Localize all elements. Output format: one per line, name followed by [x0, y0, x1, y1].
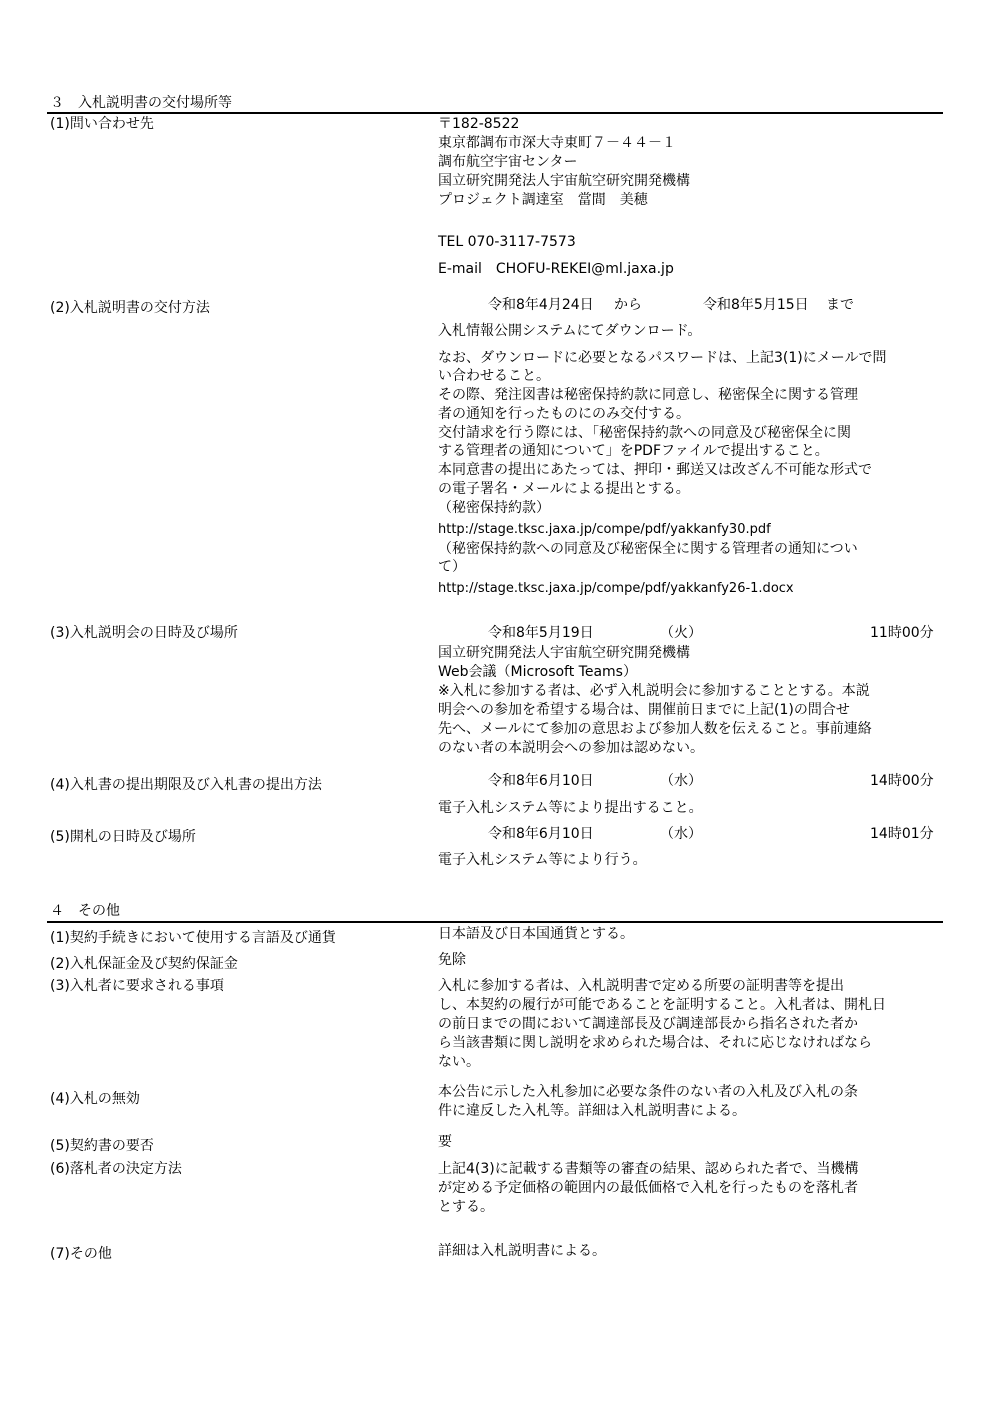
section-4-heading: ４ その他	[50, 903, 120, 919]
submission-method: 電子入札システム等により提出すること。	[438, 800, 703, 816]
requirements-line: の前日までの間において調達部長及び調達部長から指名された者か	[438, 1016, 858, 1032]
deposit-value: 免除	[438, 952, 466, 968]
briefing-note-line: 先へ、メールにて参加の意思および参加人数を伝えること。事前連絡	[438, 721, 872, 737]
nda-url-link[interactable]: http://stage.tksc.jaxa.jp/compe/pdf/yakkanfy30.pdf	[438, 522, 771, 537]
opening-method: 電子入札システム等により行う。	[438, 852, 647, 868]
requirements-line: ら当該書類に関し説明を求められた場合は、それに応じなければなら	[438, 1035, 872, 1051]
submission-weekday: （水）	[660, 773, 702, 789]
other-value: 詳細は入札説明書による。	[438, 1243, 606, 1259]
opening-label: (5)開札の日時及び場所	[50, 829, 196, 845]
briefing-org: 国立研究開発法人宇宙航空研究開発機構	[438, 645, 690, 661]
distribution-note-line: なお、ダウンロードに必要となるパスワードは、上記3(1)にメールで問	[438, 350, 887, 366]
briefing-time: 11時00分	[870, 625, 934, 641]
requirements-line: し、本契約の履行が可能であることを証明すること。入札者は、開札日	[438, 997, 886, 1013]
distribution-note-line: の電子署名・メールによる提出とする。	[438, 481, 690, 497]
language-label: (1)契約手続きにおいて使用する言語及び通貨	[50, 930, 336, 946]
contact-label: (1)問い合わせ先	[50, 116, 154, 132]
opening-time: 14時01分	[870, 826, 934, 842]
distribution-to-date: 令和8年5月15日	[703, 297, 809, 313]
distribution-note-line: 交付請求を行う際には、「秘密保持約款への同意及び秘密保全に関	[438, 425, 851, 441]
submission-label: (4)入札書の提出期限及び入札書の提出方法	[50, 777, 322, 793]
distribution-method: 入札情報公開システムにてダウンロード。	[438, 323, 702, 339]
contact-email: E-mail CHOFU-REKEI@ml.jaxa.jp	[438, 261, 674, 277]
contract-doc-label: (5)契約書の要否	[50, 1138, 154, 1154]
invalid-line: 件に違反した入札等。詳細は入札説明書による。	[438, 1103, 746, 1119]
section-4-rule	[47, 921, 943, 923]
decision-line: 上記4(3)に記載する書類等の審査の結果、認められた者で、当機構	[438, 1161, 859, 1177]
briefing-weekday: （火）	[660, 625, 702, 641]
other-label: (7)その他	[50, 1246, 112, 1262]
distribution-note-line: （秘密保持約款への同意及び秘密保全に関する管理者の通知につい	[438, 541, 858, 557]
distribution-note-line: その際、発注図書は秘密保持約款に同意し、秘密保全に関する管理	[438, 387, 858, 403]
briefing-venue: Web会議（Microsoft Teams）	[438, 664, 637, 680]
contact-person: プロジェクト調達室 當間 美穂	[438, 192, 648, 208]
invalid-label: (4)入札の無効	[50, 1091, 140, 1107]
briefing-note-line: 明会への参加を希望する場合は、開催前日までに上記(1)の問合せ	[438, 702, 850, 718]
distribution-note-line: 本同意書の提出にあたっては、押印・郵送又は改ざん不可能な形式で	[438, 462, 872, 478]
distribution-note-line: て）	[438, 559, 466, 575]
contract-doc-value: 要	[438, 1134, 452, 1150]
distribution-label: (2)入札説明書の交付方法	[50, 300, 210, 316]
decision-line: が定める予定価格の範囲内の最低価格で入札を行ったものを落札者	[438, 1180, 858, 1196]
section-3-rule	[47, 112, 943, 114]
submission-time: 14時00分	[870, 773, 934, 789]
contact-tel: TEL 070-3117-7573	[438, 234, 576, 250]
invalid-line: 本公告に示した入札参加に必要な条件のない者の入札及び入札の条	[438, 1084, 858, 1100]
decision-label: (6)落札者の決定方法	[50, 1161, 182, 1177]
opening-weekday: （水）	[660, 826, 702, 842]
distribution-note-line: い合わせること。	[438, 368, 550, 384]
distribution-note-line: 者の通知を行ったものにのみ交付する。	[438, 406, 690, 422]
distribution-from-date: 令和8年4月24日	[488, 297, 594, 313]
section-3-heading: ３ 入札説明書の交付場所等	[50, 95, 232, 111]
distribution-note-line: （秘密保持約款）	[438, 500, 550, 516]
briefing-note-line: のない者の本説明会への参加は認めない。	[438, 740, 704, 756]
briefing-note-line: ※入札に参加する者は、必ず入札説明会に参加することとする。本説	[438, 683, 870, 699]
briefing-date: 令和8年5月19日	[488, 625, 594, 641]
requirements-line: 入札に参加する者は、入札説明書で定める所要の証明書等を提出	[438, 978, 844, 994]
language-value: 日本語及び日本国通貨とする。	[438, 926, 634, 942]
requirements-line: ない。	[438, 1054, 480, 1070]
distribution-from-word: から	[614, 297, 642, 313]
contact-center: 調布航空宇宙センター	[438, 154, 578, 170]
consent-form-url-link[interactable]: http://stage.tksc.jaxa.jp/compe/pdf/yakkanfy26-1.docx	[438, 581, 794, 596]
submission-date: 令和8年6月10日	[488, 773, 594, 789]
contact-address: 東京都調布市深大寺東町７－４４－１	[438, 135, 676, 151]
contact-org: 国立研究開発法人宇宙航空研究開発機構	[438, 173, 690, 189]
briefing-label: (3)入札説明会の日時及び場所	[50, 625, 238, 641]
opening-date: 令和8年6月10日	[488, 826, 594, 842]
contact-postal: 〒182-8522	[438, 116, 520, 132]
distribution-note-line: する管理者の通知について」をPDFファイルで提出すること。	[438, 443, 829, 459]
requirements-label: (3)入札者に要求される事項	[50, 978, 224, 994]
decision-line: とする。	[438, 1199, 494, 1215]
distribution-to-word: まで	[826, 297, 854, 313]
deposit-label: (2)入札保証金及び契約保証金	[50, 956, 238, 972]
